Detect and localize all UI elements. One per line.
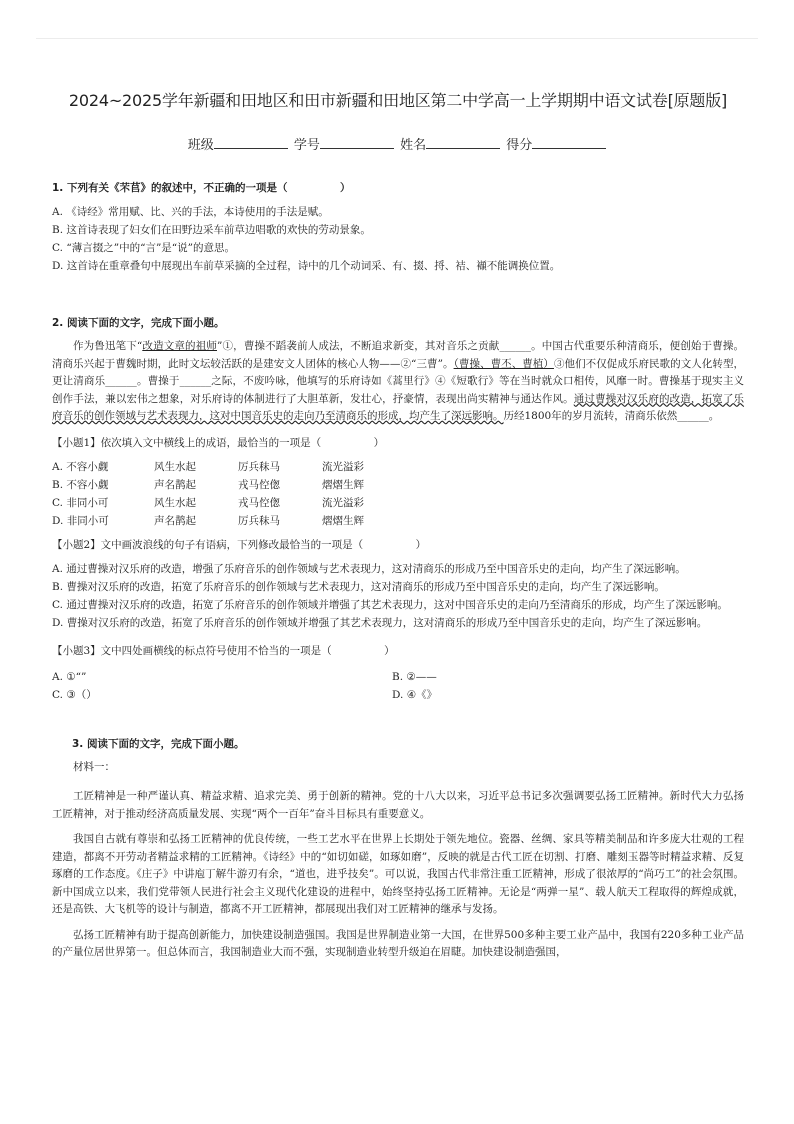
option-row-d [52,512,744,530]
underlined-phrase: 改造文章的祖师 [142,340,217,352]
material-paragraph-2: 我国自古就有尊崇和弘扬工匠精神的优良传统，一些工艺水平在世界上长期处于领先地位。瓷器、丝绸、家具等精美制品和许多庞大壮观的工程建造，都离不开劳动者精益求精的工匠精神。《诗经》中的“如切如磋，如琢如磨”，反映的就是古代工匠在切割、打磨、雕刻玉器等时精益求精、反复琢磨的工作态度。《庄子》中讲庖丁解牛游刃有余，“道也，进乎技矣”。可以说，我国古代非常注重工匠精神，形成了很浓厚的“尚巧工”的社会氛围。新中国成立以来，我们党带领人民进行社会主义现代化建设的进程中，始终坚持弘扬工匠精神。无论是“两弹一星”、载人航天工程取得的辉煌成就，还是高铁、大飞机等的设计与制造，都离不开工匠精神，都展现出我们对工匠精神的继承与发扬。 [52,833,744,915]
student-info-row [52,134,744,153]
option-cell: 流光溢彩 [322,460,364,473]
option-b: B. 曹操对汉乐府的改造，拓宽了乐府音乐的创作领域与艺术表现力，这对清商乐的形成乃至中国音乐史的走向，均产生了深远影响。 [52,580,665,593]
question-2-passage [52,338,744,426]
option-cell: 戎马倥偬 [238,478,280,491]
option-a: A. 《诗经》常用赋、比、兴的手法，本诗使用的手法是赋。 [52,206,329,218]
option-row [52,668,744,686]
question-1-options [52,203,744,275]
option-a: A. 通过曹操对汉乐府的改造，增强了乐府音乐的创作领域与艺术表现力，这对清商乐的形成乃至中国音乐史的走向，均产生了深远影响。 [52,562,686,575]
exam-page [52,88,744,962]
option-cell: 熠熠生辉 [322,514,364,527]
material-paragraph-1: 工匠精神是一种严谨认真、精益求精、追求完美、勇于创新的精神。党的十八大以来，习近平总书记多次强调要弘扬工匠精神。新时代大力弘扬工匠精神，对于推动经济高质量发展、实现“两个一百年”奋斗目标具有重要意义。 [52,790,744,820]
score-field[interactable] [532,136,606,149]
option-cell: C. 非同小可 [52,496,109,509]
subquestion-2-options [52,560,744,632]
question-2-heading: 2. 阅读下面的文字，完成下面小题。 [52,317,225,329]
subquestion-3-options [52,668,744,704]
option-cell: 风生水起 [154,496,196,509]
option-d: D. ④《》 [392,688,438,701]
question-3-heading: 3. 阅读下面的文字，完成下面小题。 [72,737,245,750]
option-c: C. 通过曹操对汉乐府的改造，拓宽了乐府音乐的创作领域并增强了其艺术表现力，这对中国音乐史的走向乃至清商乐的形成，均产生了深远影响。 [52,598,728,611]
option-a: A. ①“” [52,670,87,683]
subquestion-1-stem: 【小题1】依次填入文中横线上的成语，最恰当的一项是（ ） [52,436,385,449]
option-cell: 风生水起 [154,460,196,473]
subquestion-2-stem: 【小题2】文中画波浪线的句子有语病，下列修改最恰当的一项是（ ） [52,538,427,551]
name-field[interactable] [426,136,500,149]
score-label: 得分 [506,138,533,153]
option-cell: 厉兵秣马 [238,460,280,473]
passage-text: 历经1800年的岁月流转，清商乐依然______。 [503,410,720,422]
option-cell: 声名鹊起 [154,478,196,491]
subquestion-3-stem: 【小题3】文中四处画横线的标点符号使用不恰当的一项是（ ） [52,644,395,657]
name-label: 姓名 [400,138,427,153]
option-cell: 熠熠生辉 [322,478,364,491]
option-cell: A. 不容小觑 [52,460,109,473]
class-field[interactable] [214,136,288,149]
option-cell: 声名鹊起 [154,514,196,527]
option-cell: B. 不容小觑 [52,478,109,491]
option-c: C. ③（） [52,688,97,701]
material-label: 材料一： [73,760,115,773]
student-id-field[interactable] [320,136,394,149]
option-b: B. 这首诗表现了妇女们在田野边采车前草边唱歌的欢快的劳动景象。 [52,224,371,236]
passage-text: ”①，曹操不蹈袭前人成法，不断追求新变，其对音乐之贡献______。中国古代重要乐种清商乐，便创始于曹操。清商乐兴起于曹魏时期，此时文坛较活跃的是建安文人团体的核心人物——②“三曹”。 [52,340,744,370]
class-label: 班级 [187,138,214,153]
subquestion-1-options [52,458,744,530]
option-cell: 流光溢彩 [322,496,364,509]
top-divider [36,38,758,39]
passage-text: 作为鲁迅笔下“ [73,340,143,352]
question-1-heading: 1. 下列有关《芣苢》的叙述中，不正确的一项是（ ） [52,182,351,194]
page-title: 2024~2025学年新疆和田地区和田市新疆和田地区第二中学高一上学期期中语文试卷[原题版] [68,91,728,110]
option-cell: D. 非同小可 [52,514,109,527]
underlined-phrase: （曹操、曹丕、曹植） [453,357,554,370]
student-id-label: 学号 [293,138,320,153]
option-cell: 戎马倥偬 [238,496,280,509]
option-row-a [52,458,744,476]
passage-text: ③他们不仅促成乐府民歌的文人化转型，更让清商乐______。曹操于______之际，不废吟咏，他填写的乐府诗如《蒿里行》④《短歌行》等在当时就众口相传，风靡一时。曹操基于现实主义创作手法，兼以宏伟之想象，对乐府诗的体制进行了大胆革新，发壮心，抒豪情，表现出尚实精神与通达作风。 [52,357,745,405]
wavy-underlined-sentence: 通过曹操对汉乐府的改造，拓宽了乐府音乐的创作领域与艺术表现力，这对中国音乐史的走向乃至清商乐的形成，均产生了深远影响。 [52,392,745,422]
option-c: C. “薄言掇之”中的“言”是“说”的意思。 [52,242,236,254]
option-d: D. 这首诗在重章叠句中展现出车前草采摘的全过程，诗中的几个动词采、有、掇、捋、袺、襭不能调换位置。 [52,260,561,272]
option-d: D. 曹操对汉乐府的改造，拓宽了乐府音乐的创作领域并增强了其艺术表现力，这对清商乐的形成乃至中国音乐史的走向，均产生了深远影响。 [52,616,708,629]
option-row-c [52,494,744,512]
option-row-b [52,476,744,494]
option-b: B. ②—— [392,670,437,683]
option-cell: 厉兵秣马 [238,514,280,527]
option-row [52,686,744,704]
material-paragraph-3: 弘扬工匠精神有助于提高创新能力，加快建设制造强国。我国是世界制造业第一大国，在世界500多种主要工业产品中，我国有220多种工业产品的产量位居世界第一。但总体而言，我国制造业大而不强，实现制造业转型升级迫在眉睫。加快建设制造强国， [52,928,744,958]
